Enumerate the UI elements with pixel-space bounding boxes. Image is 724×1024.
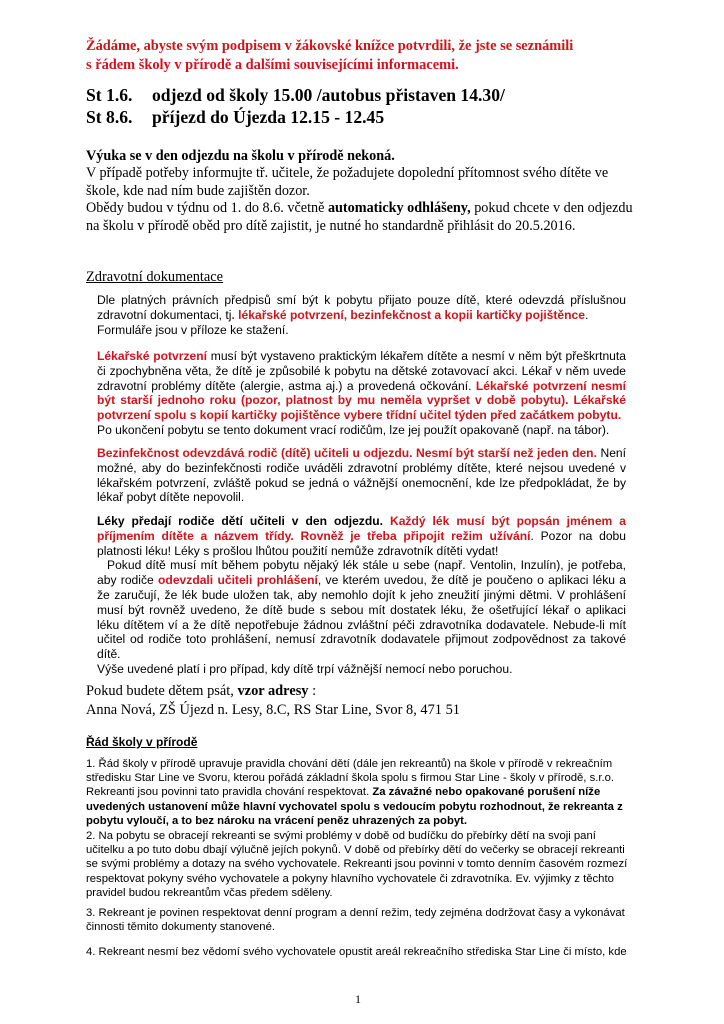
- rule-2-text: 2. Na pobytu se obracejí rekreanti se svými problémy v době od budíčku do přebírky dětí na svoji paní učitelku a po tuto dobu dbají výlučně jejích pokynů. V době od přebírky dětí do večerky se obracejí rekreanti se svými problémy a dotazy na svého vychovatele. Rekreanti jsou povinni v tomto denním časovém rozmezí respektovat pokyny svého vychovatele a pokyny hlavního vychovatele či zdravotníka. Ev. výjimky z těchto pravidel budou rekreantům včas předem sděleny.: [86, 830, 628, 899]
- medical-cert-text: musí být vystaveno praktickým lékařem dítěte a nesmí v něm být přeškrtnuta či zpochybněna věta, že dítě je způsobilé k pobytu na dětské zotavovací akci. Lékař v něm uvede zdravotní problémy dítěte (alergie, astma aj.) a provedená očkování.: [97, 349, 626, 393]
- medicine-label: Léky předají rodiče dětí učiteli v den odjezdu.: [97, 514, 383, 528]
- arrival-text: příjezd do Újezda 12.15 - 12.45: [152, 106, 385, 127]
- lessons-section: [86, 148, 634, 235]
- health-intro-required: . lékařské potvrzení, bezinfekčnost a kopii kartičky pojištěnce: [231, 307, 585, 322]
- health-docs-title: Zdravotní dokumentace: [86, 269, 224, 285]
- medical-cert-label: Lékařské potvrzení: [97, 349, 207, 363]
- medicine-block: [88, 514, 626, 677]
- lessons-heading: Výuka se v den odjezdu na školu v přírodě nekoná.: [86, 148, 395, 164]
- medicine-warning: Každý lék musí být popsán jménem a příjmením dítěte a názvem třídy. Rovněž je třeba připojit režim užívání: [97, 514, 626, 543]
- medical-cert-return: Po ukončení pobytu se tento dokument vrací rodičům, lze jej použít opakovaně (např. na tábor).: [97, 422, 610, 437]
- rule-1-text: 1. Řád školy v přírodě upravuje pravidla chování dětí (dále jen rekreantů) na škole v přírodě v rekreačním středisku Star Line ve Svoru, kterou pořádá základní škola spolu s firmou Star Line - školy v přírodě, s.r.o. Rekreanti jsou povinni tato pravidla chování respektovat.: [86, 758, 615, 799]
- rule-1-bold: Za závažné nebo opakované porušení níže uvedených ustanovení může hlavní vychovatel spolu s vedoucím pobytu rozhodnout, že rekreanta z pobytu vyloučí, a to bez nároku na vrácení peněz uhrazených za pobyt.: [86, 786, 623, 827]
- infection-free-label: Bezinfekčnost odevzdává rodič (dítě) učiteli u odjezdu. Nesmí být starší než jeden den.: [97, 446, 597, 460]
- intro-line-1: Žádáme, abyste svým podpisem v žákovské knížce potvrdili, že jste se seznámili: [86, 38, 574, 54]
- rule-3-text: 3. Rekreant je povinen respektovat denní program a denní režim, tedy zejména dodržovat časy a vykonávat činnosti těmito dokumenty stanovené.: [86, 907, 625, 934]
- infection-free-block: [88, 446, 626, 505]
- medicine-declaration: odevzdali učiteli prohlášení: [158, 573, 318, 588]
- medical-cert-warning: Lékařské potvrzení nesmí být starší jednoho roku (pozor, platnost by mu neměla vypršet v době pobytu). Lékařské potvrzení spolu s kopií kartičky pojištěnce vybere třídní učitel týden před začátkem pobytu.: [97, 378, 626, 423]
- departure-text: odjezd od školy 15.00 /autobus přistaven 14.30/: [152, 85, 505, 105]
- rule-4: [86, 945, 634, 959]
- address-intro: [86, 682, 646, 701]
- departure-row: [86, 85, 505, 107]
- rule-2: [86, 829, 634, 900]
- lunch-text-c: pokud chcete v den odjezdu na školu v přírodě oběd pro dítě zajistit, je nutné ho standardně přihlásit do 20.5.2016.: [86, 200, 633, 234]
- intro-line-2: s řádem školy v přírodě a dalšími souvisejícími informacemi.: [86, 56, 459, 73]
- rules-title: Řád školy v přírodě: [86, 735, 198, 749]
- medicine-validity: . Pozor na dobu platnosti léku! Léky s prošlou lhůtou použití nemůže zdravotník dítěti vydat!: [97, 528, 627, 558]
- departure-day: St 1.6.: [86, 85, 133, 105]
- arrival-row: [86, 107, 505, 129]
- medicine-text-a: Pokud dítě musí mít během pobytu nějaký lék stále u sebe (např. Ventolin, Inzulín), je potřeba, aby rodiče: [97, 558, 626, 588]
- rule-4-text: 4. Rekreant nesmí bez vědomí svého vychovatele opustit areál rekreačního střediska Star Line či místo, kde: [86, 946, 627, 958]
- lunch-text-a: Obědy budou v týdnu od 1. do 8.6. včetně: [86, 200, 328, 217]
- medicine-text-b: , ve kterém uvedou, že dítě je poučeno o aplikaci léku a že zaručují, že lék bude uložen tak, aby nemohlo dojít k jeho zneužití jinými dětmi. V prohlášení musí být rovněž uvedeno, že dítě bude s sebou mít dostatek léku, že ošetřující lékař o aplikaci léku dítětem ví a že dítě nepotřebuje žádnou zvláštní péči zdravotníka dodavatele. Nebude-li mít učitel od rodiče toto prohlášení, nemusí zdravotník dodavatele přijmout zodpovědnost za takové dítě.: [97, 573, 626, 662]
- intro-notice: [86, 37, 646, 74]
- trip-dates: [86, 85, 505, 128]
- infection-free-text: Není možné, aby do bezinfekčnosti rodiče uváděli zdravotní problémy dítěte, které nejsou uvedené v lékařském potvrzení, zvláště pokud se jedná o vážnější onemocnění, kde lze předpokládat, že by lékař pobyt dítěte nepovolil.: [97, 446, 627, 505]
- address-intro-a: Pokud budete dětem psát,: [86, 683, 238, 699]
- address-example: Anna Nová, ZŠ Újezd n. Lesy, 8.C, RS Star Line, Svor 8, 471 51: [86, 701, 460, 718]
- lunch-paragraph: [86, 200, 634, 235]
- rule-1: [86, 757, 634, 828]
- medicine-note: Výše uvedené platí i pro případ, kdy dítě trpí vážnější nemocí nebo poruchou.: [97, 661, 513, 676]
- lunch-text-bold: automaticky odhlášeny,: [327, 200, 471, 217]
- forms-note: Formuláře jsou v příloze ke stažení.: [97, 322, 289, 337]
- address-section: [86, 682, 646, 719]
- arrival-day: St 8.6.: [86, 106, 133, 127]
- health-intro-dot: .: [585, 307, 589, 322]
- lessons-paragraph-1: V případě potřeby informujte tř. učitele, že požadujete dopolední přítomnost svého dítěte ve škole, kde nad ním bude zajištěn dozor.: [86, 165, 609, 199]
- rule-3: [86, 906, 634, 934]
- medical-certificate-block: [88, 349, 626, 438]
- health-docs-intro: [88, 293, 626, 337]
- address-intro-colon: :: [308, 683, 317, 699]
- health-intro-a: Dle platných právních předpisů smí být k pobytu přijato pouze dítě, které odevzdá příslušnou zdravotní dokumentaci, tj: [97, 293, 626, 322]
- page-number: 1: [355, 992, 361, 1006]
- address-intro-bold: vzor adresy: [237, 683, 309, 699]
